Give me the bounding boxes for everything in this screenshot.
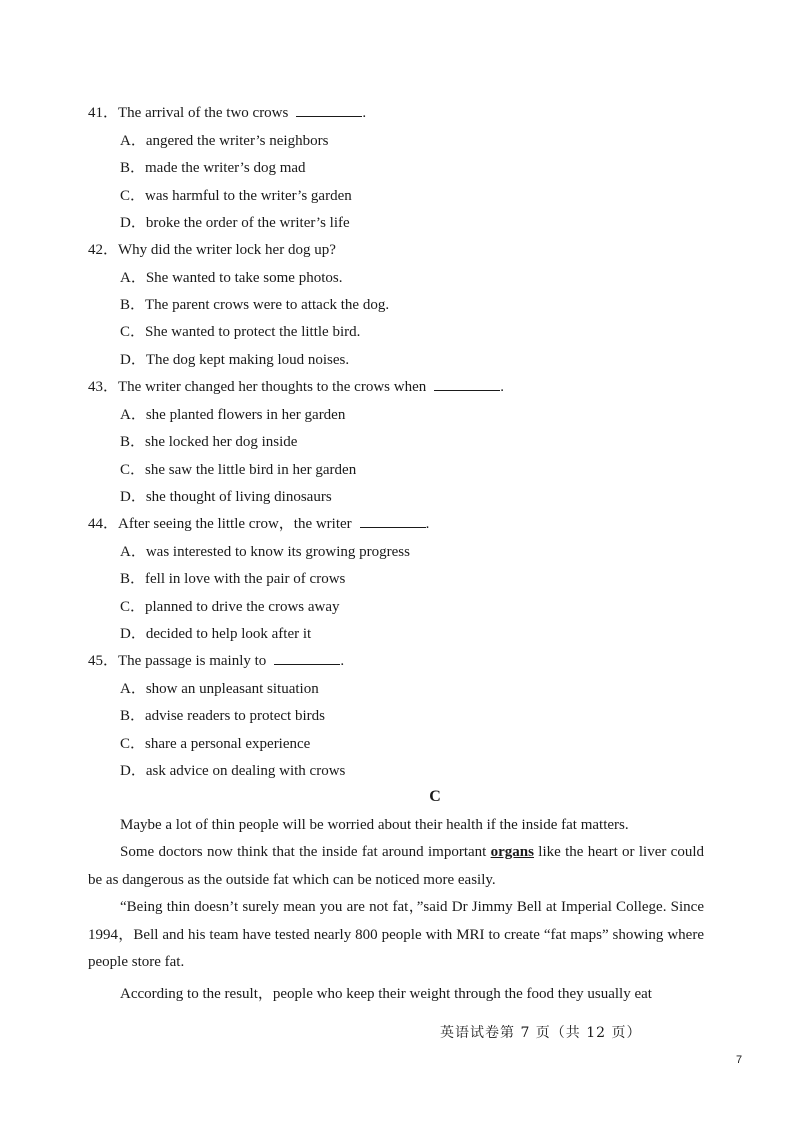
question-44-option-c: C．planned to drive the crows away xyxy=(120,599,340,615)
question-45-stem: 45．The passage is mainly to . xyxy=(88,653,345,669)
section-title: C xyxy=(429,788,441,805)
question-41-option-a: A．angered the writer’s neighbors xyxy=(120,133,329,149)
question-44-option-b: B．fell in love with the pair of crows xyxy=(120,571,346,587)
paragraph-4: According to the result，people who keep their weight through the food they usually eat xyxy=(120,986,652,1002)
page-footer: 英语试卷第 7 页（共 12 页） xyxy=(440,1025,642,1041)
answer-blank xyxy=(296,104,362,117)
question-45-option-c: C．share a personal experience xyxy=(120,736,311,752)
question-42-option-a: A．She wanted to take some photos. xyxy=(120,270,343,286)
question-44-stem: 44．After seeing the little crow，the writer . xyxy=(88,516,430,532)
question-45-option-a: A．show an unpleasant situation xyxy=(120,681,319,697)
question-43-stem: 43．The writer changed her thoughts to the crows when . xyxy=(88,379,504,395)
question-41-stem: 41．The arrival of the two crows . xyxy=(88,105,367,121)
question-44-option-a: A．was interested to know its growing progress xyxy=(120,544,410,560)
paragraph-2: Some doctors now think that the inside fat around important organs like the heart or liver could be as dangerous as the outside fat which can be noticed more easily. xyxy=(88,844,705,888)
question-43-option-d: D．she thought of living dinosaurs xyxy=(120,489,332,505)
question-45-option-b: B．advise readers to protect birds xyxy=(120,708,325,724)
question-45-option-d: D．ask advice on dealing with crows xyxy=(120,763,346,779)
question-41-option-c: C．was harmful to the writer’s garden xyxy=(120,188,352,204)
question-43-option-b: B．she locked her dog inside xyxy=(120,434,298,450)
question-42-stem: 42．Why did the writer lock her dog up? xyxy=(88,242,336,258)
question-43-option-c: C．she saw the little bird in her garden xyxy=(120,462,357,478)
keyword-organs: organs xyxy=(490,844,534,860)
question-42-option-d: D．The dog kept making loud noises. xyxy=(120,352,350,368)
question-41-option-b: B．made the writer’s dog mad xyxy=(120,160,306,176)
answer-blank xyxy=(274,652,340,665)
question-44-option-d: D．decided to help look after it xyxy=(120,626,312,642)
answer-blank xyxy=(434,378,500,391)
question-42-option-b: B．The parent crows were to attack the dog. xyxy=(120,297,390,313)
paragraph-3: “Being thin doesn’t surely mean you are not fat，”said Dr Jimmy Bell at Imperial College. Since 1994，Bell and his team have tested nearly 800 people with MRI to create “fat maps” showing where people store fat. xyxy=(88,899,704,970)
question-42-option-c: C．She wanted to protect the little bird. xyxy=(120,324,361,340)
page-number: 7 xyxy=(736,1054,743,1066)
question-43-option-a: A．she planted flowers in her garden xyxy=(120,407,346,423)
answer-blank xyxy=(360,515,426,528)
paragraph-1: Maybe a lot of thin people will be worried about their health if the inside fat matters. xyxy=(120,817,629,833)
question-41-option-d: D．broke the order of the writer’s life xyxy=(120,215,350,231)
